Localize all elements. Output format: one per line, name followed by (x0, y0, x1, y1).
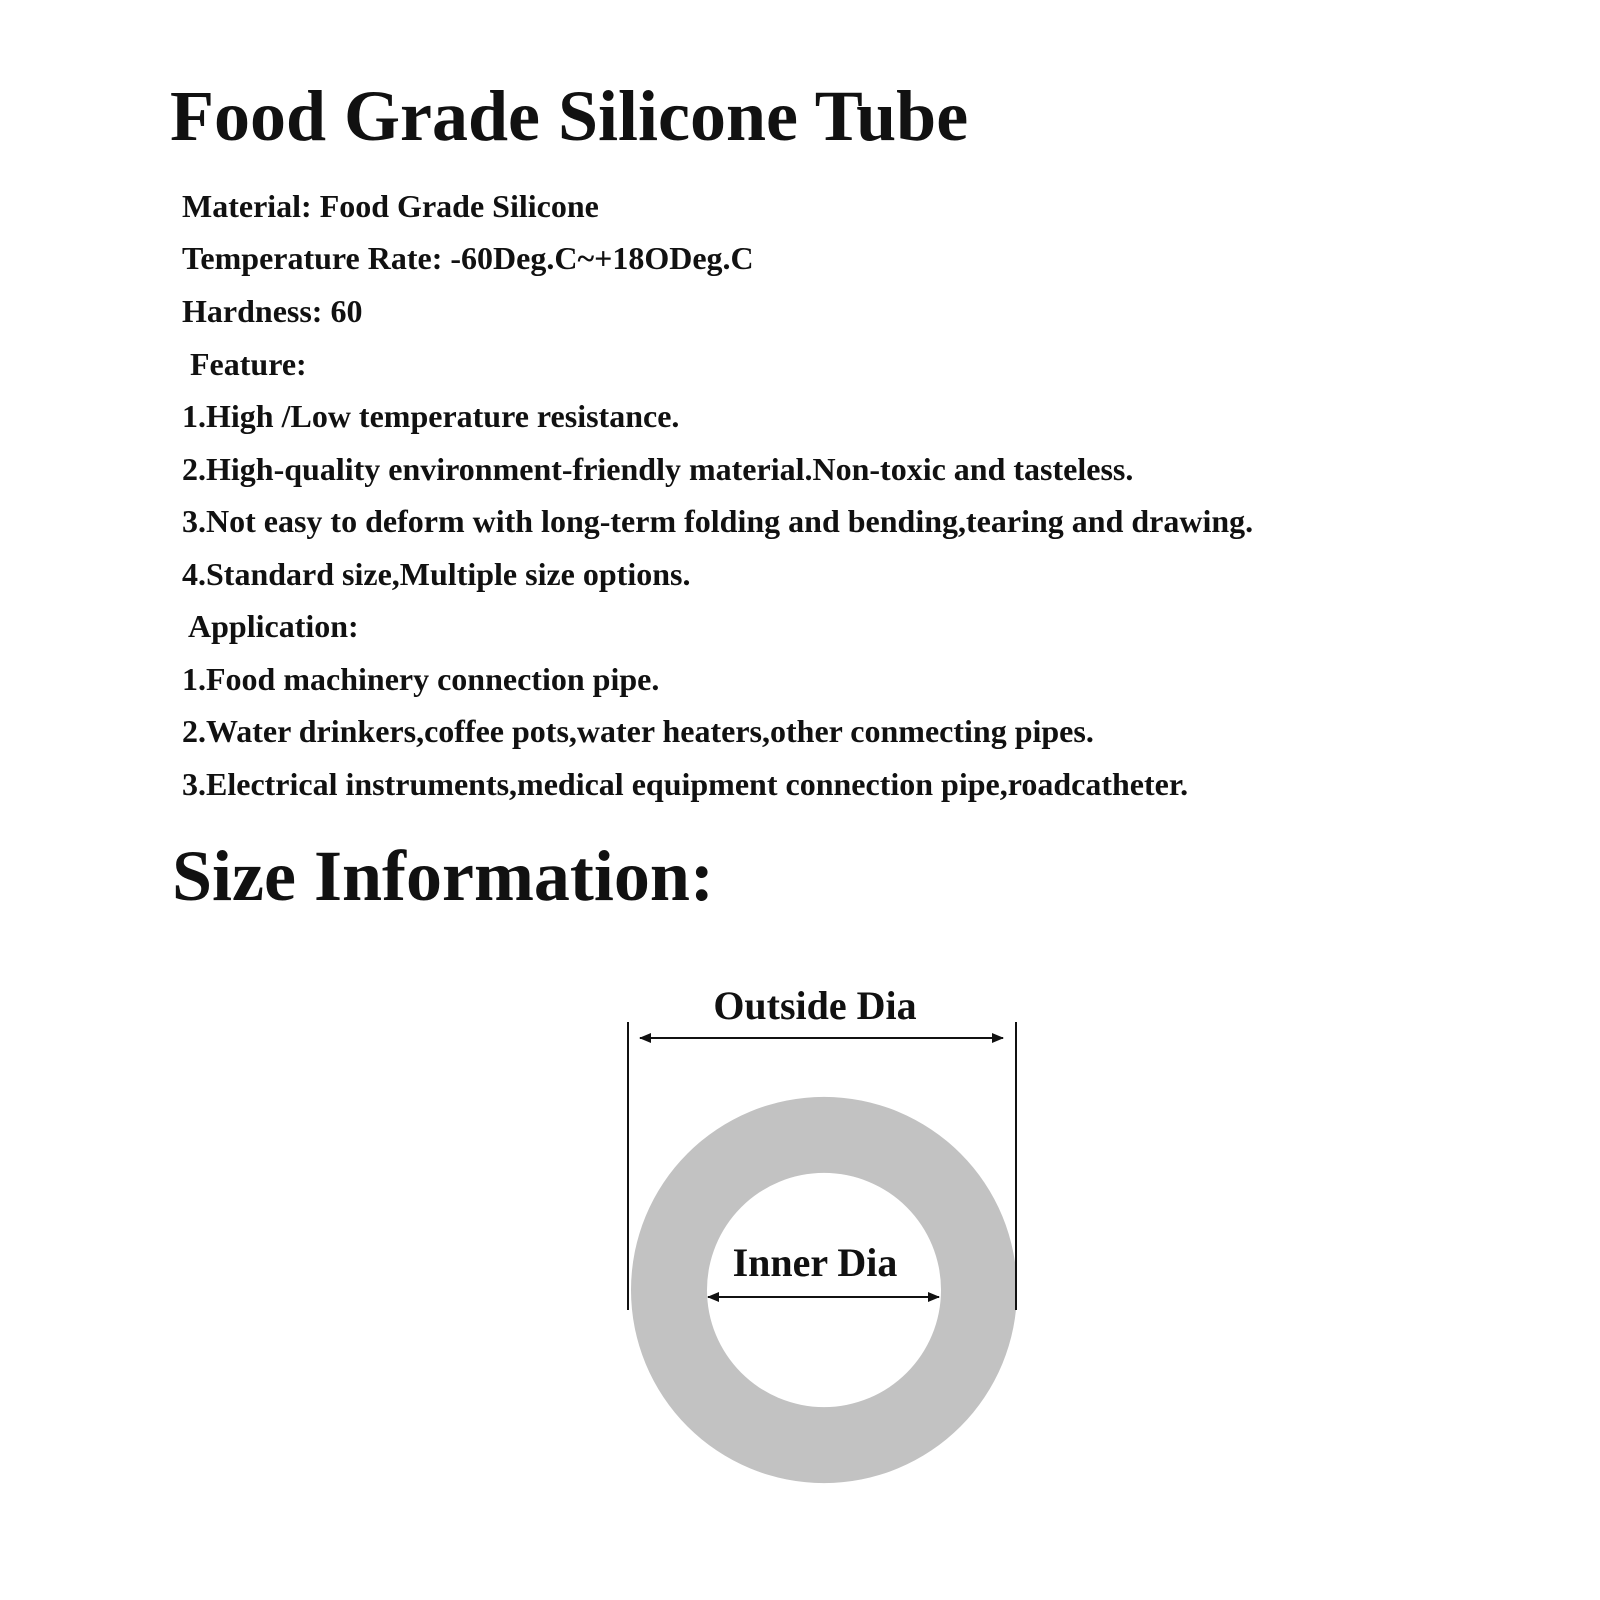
tube-ring (631, 1097, 1017, 1483)
spec-hardness: Hardness: 60 (182, 293, 363, 329)
application-item-1: 1.Food machinery connection pipe. (182, 661, 660, 697)
page-title: Food Grade Silicone Tube (170, 76, 969, 156)
feature-item-1: 1.High /Low temperature resistance. (182, 398, 680, 434)
spec-material: Material: Food Grade Silicone (182, 188, 599, 224)
application-item-2: 2.Water drinkers,coffee pots,water heaters,other conmecting pipes. (182, 713, 1094, 749)
outside-dia-label: Outside Dia (713, 983, 917, 1028)
application-item-3: 3.Electrical instruments,medical equipment connection pipe,roadcatheter. (182, 766, 1189, 802)
spec-temperature: Temperature Rate: -60Deg.C~+18ODeg.C (182, 240, 754, 276)
feature-item-4: 4.Standard size,Multiple size options. (182, 556, 691, 592)
feature-heading: Feature: (190, 346, 307, 382)
feature-item-3: 3.Not easy to deform with long-term folding and bending,tearing and drawing. (182, 503, 1254, 539)
size-information-heading: Size Information: (172, 836, 714, 916)
application-heading: Application: (188, 608, 359, 644)
inner-dia-label: Inner Dia (732, 1240, 898, 1285)
feature-item-2: 2.High-quality environment-friendly material.Non-toxic and tasteless. (182, 451, 1134, 487)
